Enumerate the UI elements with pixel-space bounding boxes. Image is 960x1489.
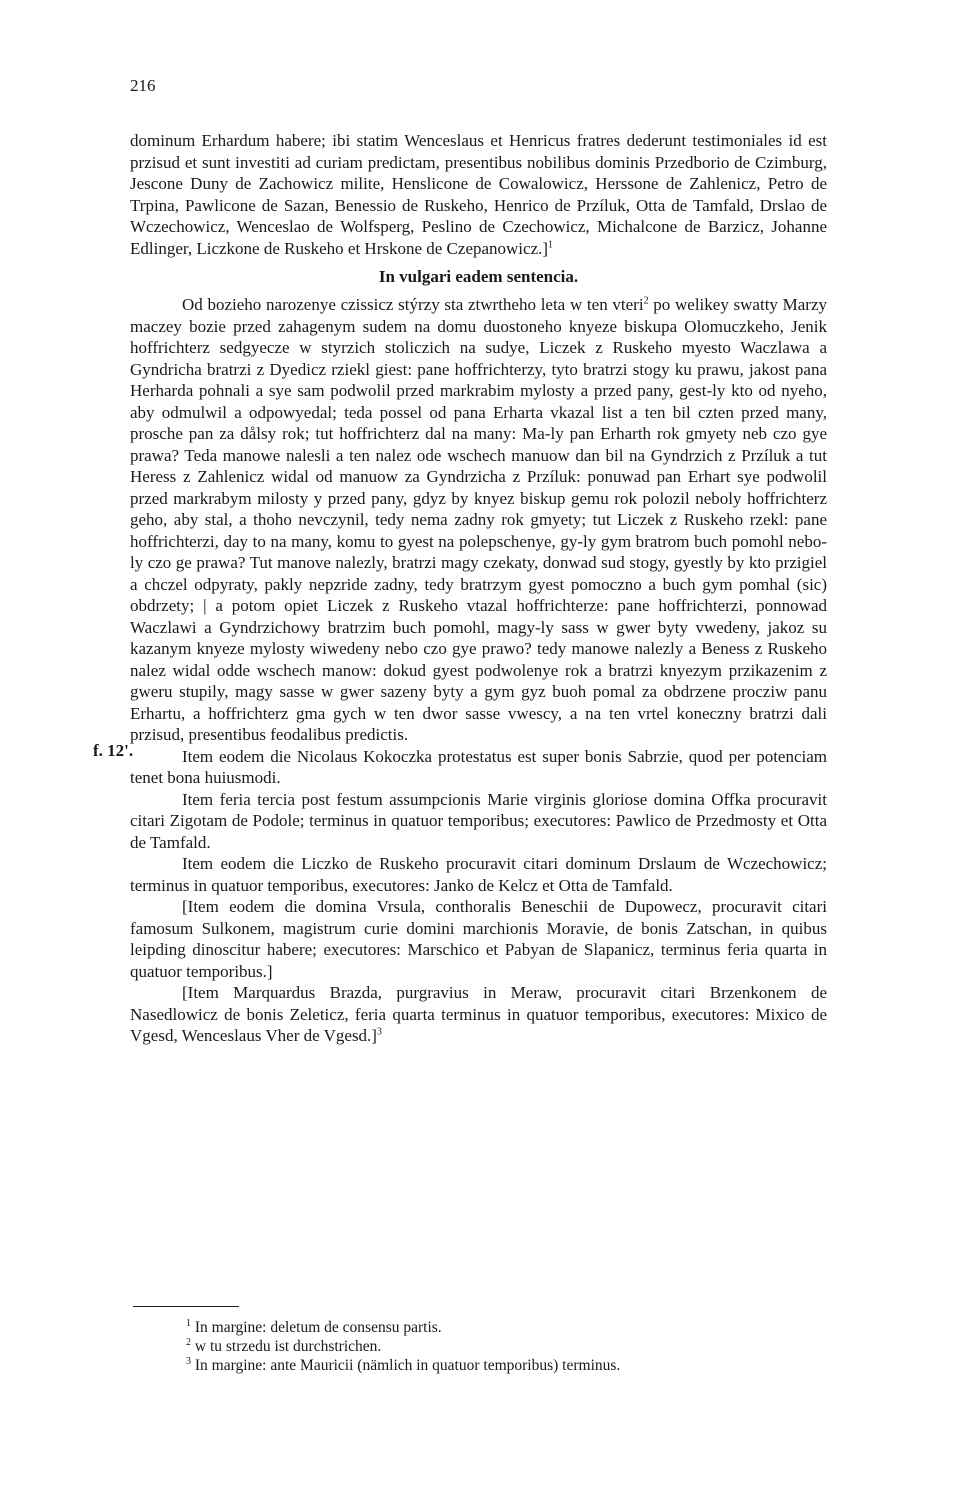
paragraph-text: [Item eodem die domina Vrsula, conthoralis Beneschii de Dupowecz, procuravit citari famosum Sulkonem, magistrum curie domini marchionis Moravie, de bonis Zatschan, in quibus leipding dinoscitur habere; executores: Marschico et Pabyan de Slapanicz, terminus feria quarta in quatuor temporibus.] xyxy=(130,897,827,981)
paragraph-text: Od bozieho narozenye czissicz stýrzy sta ztwrtheho leta w ten vteri xyxy=(182,295,644,314)
paragraph-4 xyxy=(130,789,827,854)
footnote-ref: 2 xyxy=(643,295,649,307)
paragraph-6 xyxy=(130,896,827,982)
paragraph-5 xyxy=(130,853,827,896)
footnote-divider xyxy=(133,1306,239,1307)
folio-margin-note: f. 12'. xyxy=(93,741,134,760)
footnote-1 xyxy=(186,1318,826,1337)
footnote-ref: 3 xyxy=(376,1026,382,1038)
paragraph-3 xyxy=(130,746,827,789)
paragraph-text: dominum Erhardum habere; ibi statim Wenceslaus et Henricus fratres dederunt testimoniales id est przisud et sunt investiti ad curiam predictam, presentibus nobilibus dominis Przedborio de Czimburg, Jescone Duny de Zachowicz milite, Henslicone de Cowalowicz, Herssone de Zahlenicz, Petro de Trpina, Pawlicone de Sazan, Benessio de Ruskeho, Henrico de Przíluk, Otta de Tamfald, Drslao de Wczechowicz, Wenceslao de Wolfsperg, Peslino de Czechowicz, Michalcone de Barzicz, Johanne Edlinger, Liczkone de Ruskeho et Hrskone de Czepanowicz.] xyxy=(130,131,827,258)
paragraph-2 xyxy=(130,294,827,746)
footnotes xyxy=(186,1318,826,1375)
footnote-text: In margine: ante Mauricii (nämlich in quatuor temporibus) terminus. xyxy=(191,1357,621,1374)
paragraph-text: [Item Marquardus Brazda, purgravius in Meraw, procuravit citari Brzenkonem de Nasedlowicz de bonis Zeleticz, feria quarta terminus in quatuor temporibus, executores: Mixico de Vgesd, Wenceslaus Vher de Vgesd.] xyxy=(130,983,827,1045)
footnote-3 xyxy=(186,1356,826,1375)
paragraph-text: Item eodem die Liczko de Ruskeho procuravit citari dominum Drslaum de Wczechowicz; terminus in quatuor temporibus, executores: Janko de Kelcz et Otta de Tamfald. xyxy=(130,854,827,895)
footnote-text: w tu strzedu ist durchstrichen. xyxy=(191,1338,382,1355)
section-heading: In vulgari eadem sentencia. xyxy=(378,267,579,286)
paragraph-1 xyxy=(130,130,827,259)
paragraph-text-continued: po welikey swatty Marzy maczey bozie przed zahagenym sudem na domu duostoneho knyeze biskupa Olomuczkeho, Jenik hoffrichterz sedgyecze w styrzich stoliczich na sudye, Liczek z Ruskeho myesto Waczlawa a Gyndricha bratrzi z Dyedicz rziekl giest: pane hoffrichterzy, tyto bratrzi stogy ku prawu, jakost pana Herharda pohnali a sye sam podwolil przed markrabim mylosty a przed pany, gest-ly kto od nyeho, aby odmulwil a odpowyedal; teda possel od pana Erharta vkazal list a ten bil czten przed many, prosche pan za dålsy rok; tut hoffrichterz dal na many: Ma-ly pan Erharth rok gmyety neb czo gye prawa? Teda manowe nalesli a ten nalez ode wschech manuow dan bil na Gyndrzich z Przíluk a tut Heress z Zahlenicz widal od manuow za Gyndrzicha z Przíluk: ponuwad pan Erhart sye podwolil przed markrabym milosty y przed pany, gdyz by knyez biskup gemu rok polozil neboly hoffrichterz geho, aby stal, a thoho nevczynil, tedy nema zadny rok gmyety; tut Liczek z Ruskeho rzekl: pane hoffrichterzi, day to na many, komu to gyest na polepschenye, gy-ly gym bratrom buch pomohl nebo-ly czo ge prawa? Tut manove nalezly, bratrzi magy czekaty, donwad sud stogy, gyestly by kto przigiel a chczel odpyraty, pakly nepzride zadny, tedy bratrzym gyest pomoczno a buch gym pomhal (sic) obdrzety; | a potom opiet Liczek z Ruskeho vtazal hoffrichterze: pane hoffrichterzi, ponnowad Waczlawi a Gyndrzichowy bratrzim buch pomohl, magy-ly sass w gwer byty vwedeny, jakoz su kazanym knyeze mylosty wiwedeny nebo czo gye prawo? tedy manowe nalezly a Beness z Ruskeho nalez widal odde wschech manow: dokud gyest podwolenye rok a bratrzi knyezym przikazenim z gweru stupily, magy sasse w gwer sazeny byty a gym gyz buoh pomal za obdrzene procziw panu Erhartu, a hoffrichterz gma gych w ten dwor sasse vwescy, a na ten vrtel koneczny bratrzi dali przisud, presentibus feodalibus predictis. xyxy=(130,295,827,744)
body-text xyxy=(130,130,827,1047)
footnote-ref: 1 xyxy=(548,238,554,250)
page-number: 216 xyxy=(130,76,156,95)
paragraph-text: Item eodem die Nicolaus Kokoczka protestatus est super bonis Sabrzie, quod per potenciam tenet bona huiusmodi. xyxy=(130,746,827,787)
paragraph-text: Item feria tercia post festum assumpcionis Marie virginis gloriose domina Offka procuravit citari Zigotam de Podole; terminus in quatuor temporibus; executores: Pawlico de Przedmosty et Otta de Tamfald. xyxy=(130,789,827,852)
paragraph-7 xyxy=(130,982,827,1047)
footnote-number: 2 xyxy=(186,1336,191,1348)
footnote-number: 1 xyxy=(186,1317,191,1329)
footnote-2 xyxy=(186,1337,826,1356)
footnote-number: 3 xyxy=(186,1355,191,1367)
footnote-text: In margine: deletum de consensu partis. xyxy=(191,1319,442,1336)
